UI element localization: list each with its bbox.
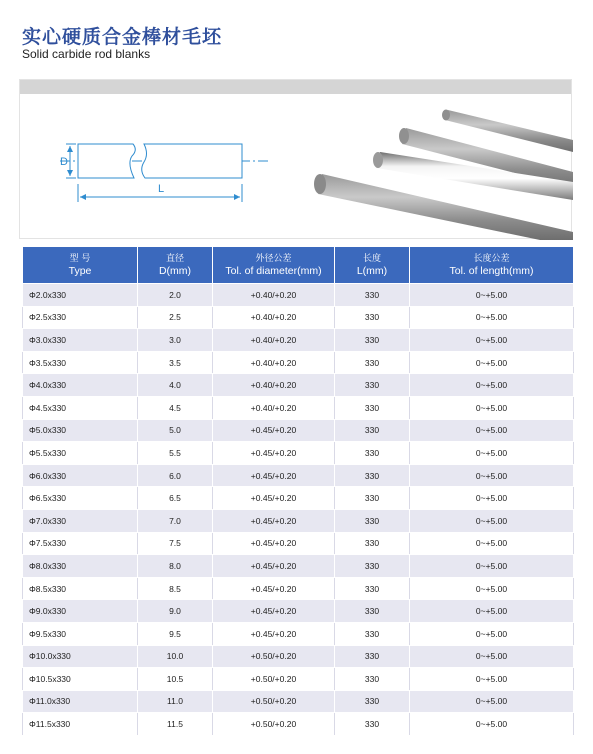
cell-diameter: 3.0	[138, 329, 213, 352]
cell-type: Φ11.5x330	[23, 713, 138, 736]
cell-diameter: 8.5	[138, 577, 213, 600]
cell-diameter: 7.5	[138, 532, 213, 555]
table-row	[23, 329, 574, 352]
cell-length: 330	[335, 577, 410, 600]
col-header-tol-length	[410, 247, 574, 284]
cell-type: Φ11.0x330	[23, 690, 138, 713]
cell-length: 330	[335, 713, 410, 736]
cell-tol-diameter: +0.45/+0.20	[213, 622, 335, 645]
cell-length: 330	[335, 464, 410, 487]
cell-diameter: 4.5	[138, 396, 213, 419]
cell-tol-diameter: +0.45/+0.20	[213, 442, 335, 465]
cell-tol-diameter: +0.45/+0.20	[213, 532, 335, 555]
cell-length: 330	[335, 555, 410, 578]
cell-diameter: 8.0	[138, 555, 213, 578]
length-label: L	[158, 183, 165, 195]
cell-tol-diameter: +0.45/+0.20	[213, 555, 335, 578]
spec-table	[22, 246, 574, 736]
cell-length: 330	[335, 329, 410, 352]
cell-tol-diameter: +0.40/+0.20	[213, 306, 335, 329]
col-header-length	[335, 247, 410, 284]
cell-length: 330	[335, 284, 410, 307]
cell-tol-length: 0~+5.00	[410, 622, 574, 645]
col-header-en: Tol. of length(mm)	[449, 265, 534, 277]
cell-diameter: 5.0	[138, 419, 213, 442]
rods-illustration	[314, 110, 573, 241]
cell-type: Φ7.0x330	[23, 509, 138, 532]
col-header-cn: 直径	[165, 254, 184, 264]
table-row	[23, 690, 574, 713]
cell-length: 330	[335, 690, 410, 713]
cell-length: 330	[335, 374, 410, 397]
cell-tol-diameter: +0.45/+0.20	[213, 419, 335, 442]
cell-tol-length: 0~+5.00	[410, 487, 574, 510]
table-row	[23, 532, 574, 555]
cell-tol-length: 0~+5.00	[410, 351, 574, 374]
col-header-cn: 长度	[362, 254, 381, 264]
cell-length: 330	[335, 668, 410, 691]
col-header-type	[23, 247, 138, 284]
cell-diameter: 10.0	[138, 645, 213, 668]
cell-diameter: 3.5	[138, 351, 213, 374]
cell-tol-diameter: +0.40/+0.20	[213, 284, 335, 307]
cell-type: Φ5.5x330	[23, 442, 138, 465]
cell-tol-length: 0~+5.00	[410, 509, 574, 532]
cell-tol-length: 0~+5.00	[410, 713, 574, 736]
cell-length: 330	[335, 351, 410, 374]
table-row	[23, 419, 574, 442]
table-row	[23, 577, 574, 600]
table-row	[23, 442, 574, 465]
product-banner	[19, 79, 572, 239]
cell-type: Φ2.0x330	[23, 284, 138, 307]
cell-tol-diameter: +0.40/+0.20	[213, 374, 335, 397]
cell-diameter: 5.5	[138, 442, 213, 465]
cell-tol-length: 0~+5.00	[410, 577, 574, 600]
cell-tol-length: 0~+5.00	[410, 442, 574, 465]
cell-diameter: 7.0	[138, 509, 213, 532]
cell-type: Φ3.0x330	[23, 329, 138, 352]
cell-tol-length: 0~+5.00	[410, 668, 574, 691]
cell-length: 330	[335, 487, 410, 510]
table-row	[23, 396, 574, 419]
col-header-en: L(mm)	[356, 265, 388, 277]
cell-tol-length: 0~+5.00	[410, 374, 574, 397]
table-row	[23, 555, 574, 578]
col-header-tol-diameter	[213, 247, 335, 284]
cell-tol-diameter: +0.45/+0.20	[213, 464, 335, 487]
cell-length: 330	[335, 532, 410, 555]
table-header-row	[23, 247, 574, 284]
rod-diagram	[60, 144, 270, 202]
table-row	[23, 284, 574, 307]
cell-tol-diameter: +0.50/+0.20	[213, 645, 335, 668]
cell-type: Φ8.5x330	[23, 577, 138, 600]
spec-table-body	[23, 284, 574, 736]
diameter-label: D	[60, 156, 68, 168]
page-title-cn: 实心硬质合金棒材毛坯	[22, 26, 223, 48]
cell-type: Φ3.5x330	[23, 351, 138, 374]
cell-length: 330	[335, 396, 410, 419]
table-row	[23, 645, 574, 668]
cell-tol-diameter: +0.45/+0.20	[213, 487, 335, 510]
cell-type: Φ6.5x330	[23, 487, 138, 510]
cell-type: Φ9.0x330	[23, 600, 138, 623]
cell-tol-diameter: +0.50/+0.20	[213, 690, 335, 713]
cell-diameter: 2.5	[138, 306, 213, 329]
cell-diameter: 10.5	[138, 668, 213, 691]
cell-tol-length: 0~+5.00	[410, 690, 574, 713]
cell-length: 330	[335, 306, 410, 329]
cell-type: Φ7.5x330	[23, 532, 138, 555]
page-title-en: Solid carbide rod blanks	[22, 47, 151, 61]
cell-length: 330	[335, 419, 410, 442]
cell-tol-length: 0~+5.00	[410, 532, 574, 555]
cell-tol-length: 0~+5.00	[410, 600, 574, 623]
cell-tol-length: 0~+5.00	[410, 329, 574, 352]
col-header-en: Tol. of diameter(mm)	[225, 265, 322, 277]
banner-illustration	[20, 80, 573, 240]
cell-tol-diameter: +0.45/+0.20	[213, 509, 335, 532]
cell-type: Φ4.5x330	[23, 396, 138, 419]
cell-tol-length: 0~+5.00	[410, 306, 574, 329]
cell-tol-diameter: +0.40/+0.20	[213, 329, 335, 352]
table-row	[23, 713, 574, 736]
cell-tol-diameter: +0.50/+0.20	[213, 713, 335, 736]
table-row	[23, 487, 574, 510]
cell-tol-diameter: +0.45/+0.20	[213, 600, 335, 623]
cell-diameter: 9.5	[138, 622, 213, 645]
cell-diameter: 9.0	[138, 600, 213, 623]
cell-diameter: 2.0	[138, 284, 213, 307]
cell-length: 330	[335, 645, 410, 668]
cell-tol-diameter: +0.40/+0.20	[213, 396, 335, 419]
col-header-diameter	[138, 247, 213, 284]
cell-tol-diameter: +0.45/+0.20	[213, 577, 335, 600]
cell-tol-diameter: +0.50/+0.20	[213, 668, 335, 691]
col-header-cn: 长度公差	[473, 254, 510, 264]
cell-diameter: 6.5	[138, 487, 213, 510]
table-row	[23, 306, 574, 329]
table-row	[23, 509, 574, 532]
cell-diameter: 4.0	[138, 374, 213, 397]
col-header-cn: 外径公差	[255, 254, 292, 264]
table-row	[23, 374, 574, 397]
cell-diameter: 11.0	[138, 690, 213, 713]
table-row	[23, 600, 574, 623]
cell-tol-length: 0~+5.00	[410, 396, 574, 419]
cell-length: 330	[335, 509, 410, 532]
cell-length: 330	[335, 600, 410, 623]
table-row	[23, 622, 574, 645]
cell-type: Φ8.0x330	[23, 555, 138, 578]
table-row	[23, 351, 574, 374]
cell-length: 330	[335, 622, 410, 645]
table-row	[23, 464, 574, 487]
cell-tol-length: 0~+5.00	[410, 645, 574, 668]
cell-type: Φ10.0x330	[23, 645, 138, 668]
cell-type: Φ6.0x330	[23, 464, 138, 487]
cell-tol-length: 0~+5.00	[410, 555, 574, 578]
cell-type: Φ4.0x330	[23, 374, 138, 397]
cell-type: Φ2.5x330	[23, 306, 138, 329]
table-row	[23, 668, 574, 691]
col-header-cn: 型 号	[69, 254, 91, 264]
cell-type: Φ10.5x330	[23, 668, 138, 691]
cell-tol-length: 0~+5.00	[410, 284, 574, 307]
cell-tol-diameter: +0.40/+0.20	[213, 351, 335, 374]
cell-diameter: 11.5	[138, 713, 213, 736]
cell-length: 330	[335, 442, 410, 465]
cell-diameter: 6.0	[138, 464, 213, 487]
col-header-en: Type	[68, 265, 92, 277]
cell-type: Φ9.5x330	[23, 622, 138, 645]
col-header-en: D(mm)	[158, 265, 192, 277]
cell-type: Φ5.0x330	[23, 419, 138, 442]
cell-tol-length: 0~+5.00	[410, 419, 574, 442]
cell-tol-length: 0~+5.00	[410, 464, 574, 487]
